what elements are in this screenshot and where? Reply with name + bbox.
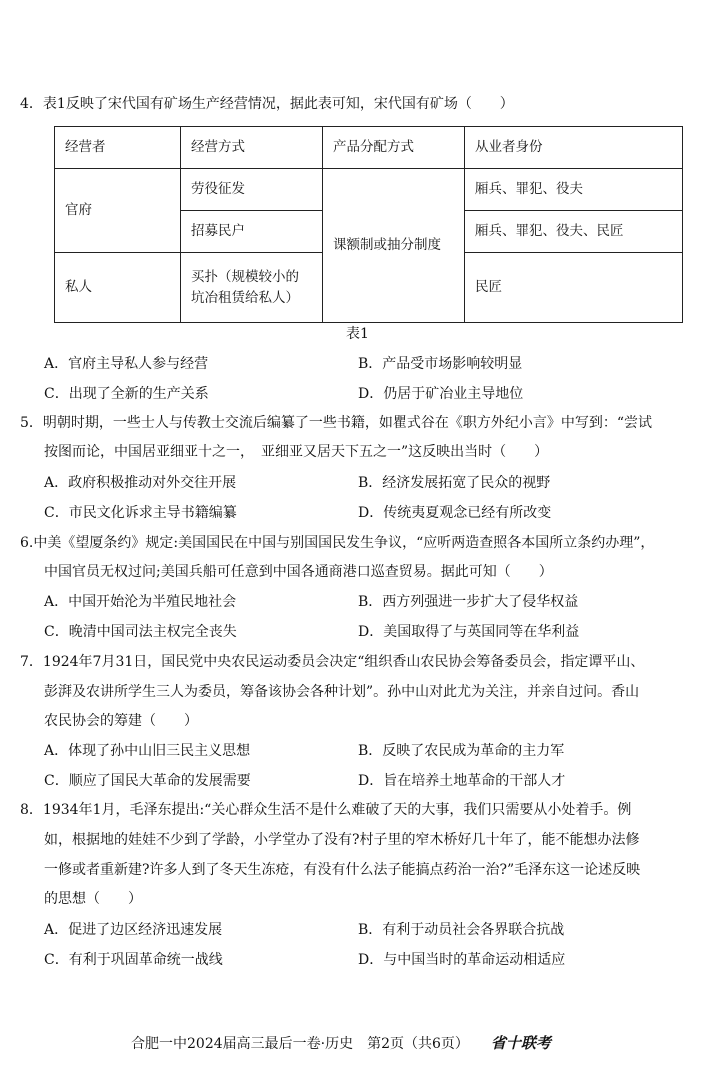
table-cell-operator-gov: 官府 [55,169,181,253]
q7-stem-line2: 彭湃及农讲所学生三人为委员，筹备该协会各种计划”。孙中山对此尤为关注，并亲自过问。香山 [44,684,640,700]
table-row [55,169,683,211]
q7-option-a[interactable]: A．体现了孙中山旧三民主义思想 [44,743,251,759]
q5-option-c[interactable]: C．市民文化诉求主导书籍编纂 [44,505,237,521]
q8-option-b[interactable]: B．有利于动员社会各界联合抗战 [358,922,565,938]
table-cell-method-recruit: 招募民户 [181,211,323,253]
q4-option-d[interactable]: D．仍居于矿冶业主导地位 [358,386,524,402]
q7-option-b[interactable]: B．反映了农民成为革命的主力军 [358,743,565,759]
q6-stem-line1: 6.中美《望厦条约》规定:美国国民在中国与别国国民发生争议，“应听两造查照各本国所立条约办理”， [20,535,655,551]
q6-stem-line2: 中国官员无权过问;美国兵船可任意到中国各通商港口巡查贸易。据此可知（ ） [44,564,553,580]
table-cell-workers-1: 厢兵、罪犯、役夫 [465,169,683,211]
q5-stem-line1: 5．明朝时期，一些士人与传教士交流后编纂了一些书籍，如瞿式谷在《职方外纪小言》中写到：“尝试 [20,415,653,431]
q8-stem-line3: 一修或者重新建?许多人到了冬天生冻疮，有没有什么法子能搞点药治一治?”毛泽东这一论述反映 [44,862,641,878]
footer-brand: 省十联考 [490,1034,551,1052]
table-cell-method-corvee: 劳役征发 [181,169,323,211]
q8-option-d[interactable]: D．与中国当时的革命运动相适应 [358,952,566,968]
table-header-workers: 从业者身份 [465,127,683,169]
q5-option-d[interactable]: D．传统夷夏观念已经有所改变 [358,505,552,521]
table-header-distribution: 产品分配方式 [323,127,465,169]
q8-option-c[interactable]: C．有利于巩固革命统一战线 [44,952,223,968]
table-cell-distribution: 课额制或抽分制度 [323,169,465,323]
q4-option-b[interactable]: B．产品受市场影响较明显 [358,356,523,372]
q4-option-a[interactable]: A．官府主导私人参与经营 [44,356,209,372]
q6-option-d[interactable]: D．美国取得了与英国同等在华利益 [358,624,580,640]
q4-stem: 4．表1反映了宋代国有矿场生产经营情况，据此表可知，宋代国有矿场（ ） [20,96,514,112]
table-cell-method-private [181,253,323,323]
table-cell-operator-private: 私人 [55,253,181,323]
page-footer [131,1032,551,1053]
q8-option-a[interactable]: A．促进了边区经济迅速发展 [44,922,223,938]
q5-option-b[interactable]: B．经济发展拓宽了民众的视野 [358,475,551,491]
q8-stem-line4: 的思想（ ） [44,891,142,907]
table-header-operator: 经营者 [55,127,181,169]
q5-stem-line2: 按图而论，中国居亚细亚十之一， 亚细亚又居天下五之一”这反映出当时（ ） [44,444,549,460]
table-header-row [55,127,683,169]
q7-stem-line1: 7．1924年7月31日，国民党中央农民运动委员会决定“组织香山农民协会筹备委员会，指定谭平山、 [20,654,645,670]
q7-option-d[interactable]: D．旨在培养土地革命的干部人才 [358,773,566,789]
q7-option-c[interactable]: C．顺应了国民大革命的发展需要 [44,773,251,789]
method-private-line2: 坑冶租赁给私人） [191,289,299,306]
table-header-method: 经营方式 [181,127,323,169]
footer-text: 合肥一中2024届高三最后一卷·历史 第2页（共6页） [131,1036,469,1052]
table-cell-workers-3: 民匠 [465,253,683,323]
q6-option-c[interactable]: C．晚清中国司法主权完全丧失 [44,624,237,640]
table-caption: 表1 [346,326,369,342]
table-1 [54,126,683,323]
method-private-line1: 买扑（规模较小的 [191,268,299,285]
q5-option-a[interactable]: A．政府积极推动对外交往开展 [44,475,237,491]
q8-stem-line1: 8．1934年1月，毛泽东提出:“关心群众生活不是什么难破了天的大事，我们只需要从小处着手。例 [20,802,632,818]
q6-option-a[interactable]: A．中国开始沦为半殖民地社会 [44,594,237,610]
table-cell-workers-2: 厢兵、罪犯、役夫、民匠 [465,211,683,253]
q4-option-c[interactable]: C．出现了全新的生产关系 [44,386,209,402]
q6-option-b[interactable]: B．西方列强进一步扩大了侵华权益 [358,594,579,610]
q8-stem-line2: 如，根据地的娃娃不少到了学龄，小学堂办了没有?村子里的窄木桥好几十年了，能不能想办法修 [44,832,640,848]
q7-stem-line3: 农民协会的筹建（ ） [44,713,198,729]
